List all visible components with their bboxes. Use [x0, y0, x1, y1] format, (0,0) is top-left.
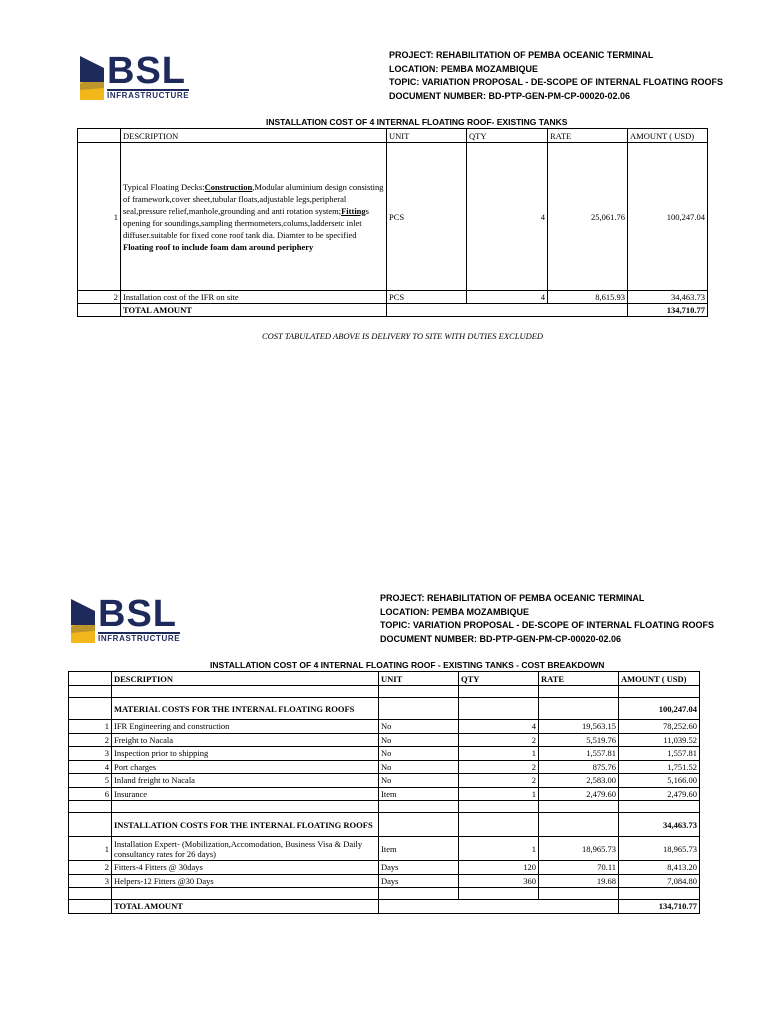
row-unit: No — [379, 760, 459, 774]
document-number-line: DOCUMENT NUMBER: BD-PTP-GEN-PM-CP-00020-02.06 — [380, 633, 622, 644]
logo-subtitle: INFRASTRUCTURE — [98, 633, 181, 643]
table-row — [78, 143, 708, 291]
row-number: 3 — [69, 747, 112, 761]
row-qty: 4 — [459, 720, 539, 734]
row-unit: No — [379, 747, 459, 761]
header-rate: RATE — [548, 129, 628, 143]
row-unit: Days — [379, 874, 459, 888]
project-line: PROJECT: REHABILITATION OF PEMBA OCEANIC TERMINAL — [389, 50, 654, 60]
row-qty: 2 — [459, 733, 539, 747]
bsl-logo — [71, 592, 181, 643]
row-number: 1 — [69, 720, 112, 734]
row-qty: 1 — [459, 787, 539, 801]
header-description: DESCRIPTION — [121, 129, 387, 143]
header-no — [69, 672, 112, 686]
row-rate: 18,965.73 — [539, 837, 619, 861]
row-amount: 1,751.52 — [619, 760, 700, 774]
total-amount: 134,710.77 — [619, 900, 700, 914]
row-rate: 19.68 — [539, 874, 619, 888]
table-row — [69, 774, 700, 788]
cost-breakdown-table — [68, 671, 700, 914]
total-row — [78, 304, 708, 317]
row-rate: 5,519.76 — [539, 733, 619, 747]
section-row-installation — [69, 813, 700, 837]
header-no — [78, 129, 121, 143]
row-description: Helpers-12 Fitters @30 Days — [112, 874, 379, 888]
row-rate: 2,583.00 — [539, 774, 619, 788]
table-header-row — [78, 129, 708, 143]
table-row — [69, 720, 700, 734]
row-number: 4 — [69, 760, 112, 774]
bsl-logo — [80, 49, 190, 100]
row-qty: 1 — [459, 747, 539, 761]
table-row — [69, 861, 700, 875]
row-rate: 25,061.76 — [548, 143, 628, 291]
table-row — [69, 733, 700, 747]
row-qty: 1 — [459, 837, 539, 861]
row-amount: 18,965.73 — [619, 837, 700, 861]
project-line: PROJECT: REHABILITATION OF PEMBA OCEANIC TERMINAL — [380, 593, 645, 603]
table-row — [69, 760, 700, 774]
header-amount: AMOUNT ( USD) — [628, 129, 708, 143]
row-amount: 1,557.81 — [619, 747, 700, 761]
table-row — [69, 837, 700, 861]
row-description: Insurance — [112, 787, 379, 801]
bsl-logo-mark-icon — [80, 52, 104, 100]
document-header — [389, 49, 723, 103]
row-amount: 78,252.60 — [619, 720, 700, 734]
total-label: TOTAL AMOUNT — [121, 304, 387, 317]
delivery-note: COST TABULATED ABOVE IS DELIVERY TO SITE WITH DUTIES EXCLUDED — [262, 331, 544, 341]
row-description: Installation Expert- (Mobilization,Accomodation, Business Visa & Daily consultancy rates for 26 days) — [112, 837, 379, 861]
row-amount: 100,247.04 — [628, 143, 708, 291]
row-number: 2 — [69, 861, 112, 875]
row-number: 5 — [69, 774, 112, 788]
bsl-logo-mark-icon — [71, 595, 95, 643]
row-rate: 8,615.93 — [548, 291, 628, 304]
row-rate: 875.76 — [539, 760, 619, 774]
table-header-row — [69, 672, 700, 686]
section-row-material — [69, 698, 700, 720]
header-qty: QTY — [459, 672, 539, 686]
table2-title: INSTALLATION COST OF 4 INTERNAL FLOATING ROOF - EXISTING TANKS - COST BREAKDOWN — [210, 660, 605, 670]
row-description: Inspection prior to shipping — [112, 747, 379, 761]
row-amount: 8,413.20 — [619, 861, 700, 875]
row-description: Inland freight to Nacala — [112, 774, 379, 788]
row-qty: 360 — [459, 874, 539, 888]
table-row — [78, 291, 708, 304]
topic-line: TOPIC: VARIATION PROPOSAL - DE-SCOPE OF INTERNAL FLOATING ROOFS — [380, 620, 715, 630]
row-unit: PCS — [387, 143, 467, 291]
document-number-line: DOCUMENT NUMBER: BD-PTP-GEN-PM-CP-00020-02.06 — [389, 90, 631, 101]
section-label: INSTALLATION COSTS FOR THE INTERNAL FLOATING ROOFS — [112, 813, 379, 837]
row-qty: 2 — [459, 774, 539, 788]
document-header — [380, 592, 714, 646]
row-amount: 11,039.52 — [619, 733, 700, 747]
table1-title: INSTALLATION COST OF 4 INTERNAL FLOATING ROOF- EXISTING TANKS — [266, 117, 568, 127]
row-amount: 7,084.80 — [619, 874, 700, 888]
row-unit: Days — [379, 861, 459, 875]
row-qty: 2 — [459, 760, 539, 774]
row-number: 1 — [78, 143, 121, 291]
total-row — [69, 900, 700, 914]
row-rate: 19,563.15 — [539, 720, 619, 734]
header-unit: UNIT — [387, 129, 467, 143]
row-rate: 1,557.81 — [539, 747, 619, 761]
row-unit: Item — [379, 837, 459, 861]
row-rate: 70.11 — [539, 861, 619, 875]
table-row — [69, 787, 700, 801]
header-qty: QTY — [467, 129, 548, 143]
row-description: Freight to Nacala — [112, 733, 379, 747]
header-rate: RATE — [539, 672, 619, 686]
row-description: Fitters-4 Fitters @ 30days — [112, 861, 379, 875]
section-label: MATERIAL COSTS FOR THE INTERNAL FLOATING ROOFS — [112, 698, 379, 720]
location-line: LOCATION: PEMBA MOZAMBIQUE — [389, 63, 538, 74]
row-qty: 120 — [459, 861, 539, 875]
logo-subtitle: INFRASTRUCTURE — [107, 90, 190, 100]
row-rate: 2,479.60 — [539, 787, 619, 801]
section-amount: 34,463.73 — [619, 813, 700, 837]
cost-table — [77, 128, 708, 317]
row-amount: 34,463.73 — [628, 291, 708, 304]
row-number: 1 — [69, 837, 112, 861]
row-number: 3 — [69, 874, 112, 888]
row-qty: 4 — [467, 143, 548, 291]
total-label: TOTAL AMOUNT — [112, 900, 379, 914]
logo-wordmark: BSL — [98, 592, 177, 635]
row-unit: Item — [379, 787, 459, 801]
row-description: Port charges — [112, 760, 379, 774]
logo-wordmark: BSL — [107, 49, 186, 92]
topic-line: TOPIC: VARIATION PROPOSAL - DE-SCOPE OF INTERNAL FLOATING ROOFS — [389, 77, 724, 87]
row-unit: No — [379, 733, 459, 747]
row-amount: 5,166.00 — [619, 774, 700, 788]
row-description: Typical Floating Decks:Construction,Modular aluminium design consisting of framework,cover sheet,tubular floats,adjustable legs,peripheral seal,pressure relief,manhole,grounding and anti rotation system;Fittings opening for soundings,sampling thermometers,colums,laddersetc inlet diffuser.suitable for fixed cone roof tank dia. Diamter to be specified Floating roof to include foam dam around periphery — [121, 143, 387, 291]
row-unit: No — [379, 720, 459, 734]
table-row — [69, 874, 700, 888]
header-description: DESCRIPTION — [112, 672, 379, 686]
row-number: 2 — [78, 291, 121, 304]
row-qty: 4 — [467, 291, 548, 304]
row-unit: PCS — [387, 291, 467, 304]
location-line: LOCATION: PEMBA MOZAMBIQUE — [380, 606, 529, 617]
row-description: Installation cost of the IFR on site — [121, 291, 387, 304]
header-amount: AMOUNT ( USD) — [619, 672, 700, 686]
row-unit: No — [379, 774, 459, 788]
row-amount: 2,479.60 — [619, 787, 700, 801]
total-amount: 134,710.77 — [628, 304, 708, 317]
section-amount: 100,247.04 — [619, 698, 700, 720]
table-row — [69, 747, 700, 761]
row-number: 6 — [69, 787, 112, 801]
row-number: 2 — [69, 733, 112, 747]
row-description: IFR Engineering and construction — [112, 720, 379, 734]
header-unit: UNIT — [379, 672, 459, 686]
